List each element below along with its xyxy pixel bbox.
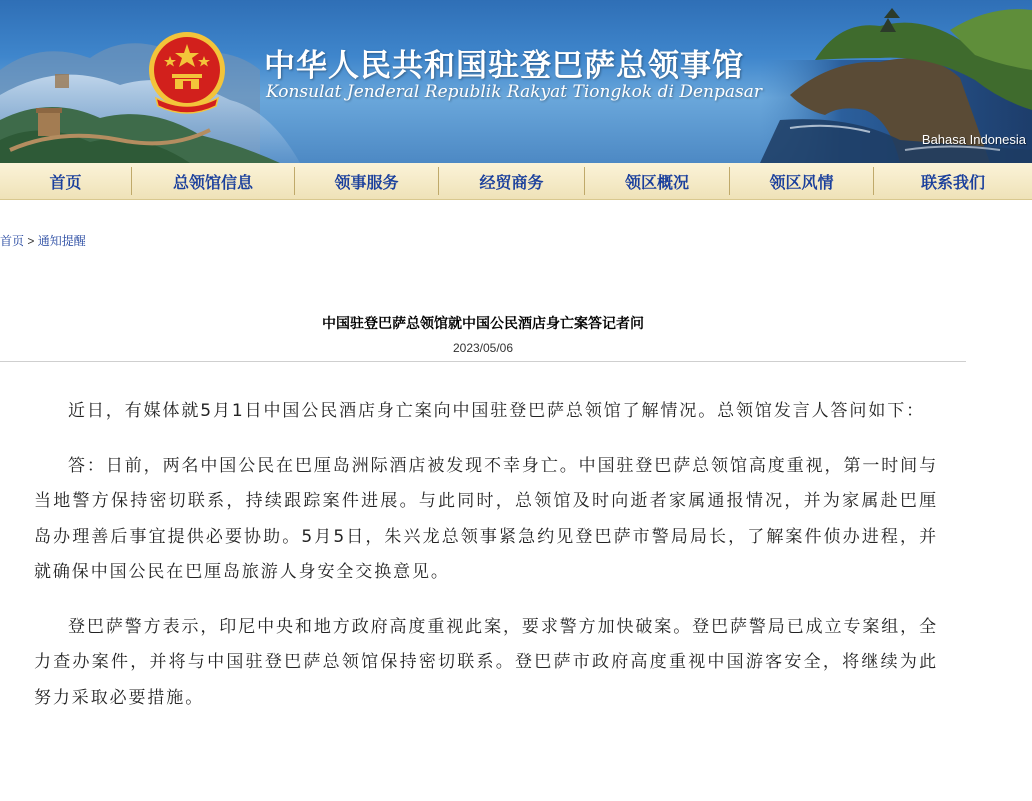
nav-item-home[interactable]: 首页 [49,172,82,192]
article-paragraph: 近日，有媒体就5月1日中国公民酒店身亡案向中国驻登巴萨总领馆了解情况。总领馆发言人答问如下： [68,401,926,421]
main-nav [0,163,1032,200]
article-paragraph: 答：日前，两名中国公民在巴厘岛洲际酒店被发现不幸身亡。中国驻登巴萨总领馆高度重视，第一时间与当地警方保持密切联系，持续跟踪案件进展。与此同时，总领馆及时向逝者家属通报情况，并为家属赴巴厘岛办理善后事宜提供必要协助。5月5日，朱兴龙总领事紧急约见登巴萨市警局局长，了解案件侦办进程，并就确保中国公民在巴厘岛旅游人身安全交换意见。 [34,455,938,582]
nav-item-contact-us[interactable]: 联系我们 [920,172,985,192]
wall-tower-shape [38,112,60,136]
article-body [34,394,938,735]
site-title-indonesian: Konsulat Jenderal Republik Rakyat Tiongkok di Denpasar [266,82,762,102]
article-paragraph: 登巴萨警方表示，印尼中央和地方政府高度重视此案，要求警方加快破案。登巴萨警局已成立专案组，全力查办案件，并将与中国驻登巴萨总领馆保持密切联系。登巴萨市政府高度重视中国游客安全，将继续为此努力采取必要措施。 [34,616,938,708]
national-emblem [146,28,228,118]
nav-item-consulate-info[interactable]: 总领馆信息 [172,172,253,192]
nav-item-trade-commerce[interactable]: 经贸商务 [479,172,544,192]
article-title: 中国驻登巴萨总领馆就中国公民酒店身亡案答记者问 [322,316,644,332]
breadcrumb-separator: > [24,234,38,248]
breadcrumb [0,232,86,249]
language-switch-link[interactable]: Bahasa Indonesia [921,132,1026,147]
header-banner [0,0,1032,163]
breadcrumb-current-link[interactable]: 通知提醒 [37,234,86,248]
nav-item-district-overview[interactable]: 领区概况 [624,172,689,192]
title-divider [0,361,966,362]
article-date: 2023/05/06 [452,341,514,355]
nav-item-district-culture[interactable]: 领区风情 [769,172,834,192]
site-title-chinese: 中华人民共和国驻登巴萨总领事馆 [264,48,744,84]
nav-item-consular-services[interactable]: 领事服务 [334,172,399,192]
breadcrumb-home-link[interactable]: 首页 [0,234,25,248]
